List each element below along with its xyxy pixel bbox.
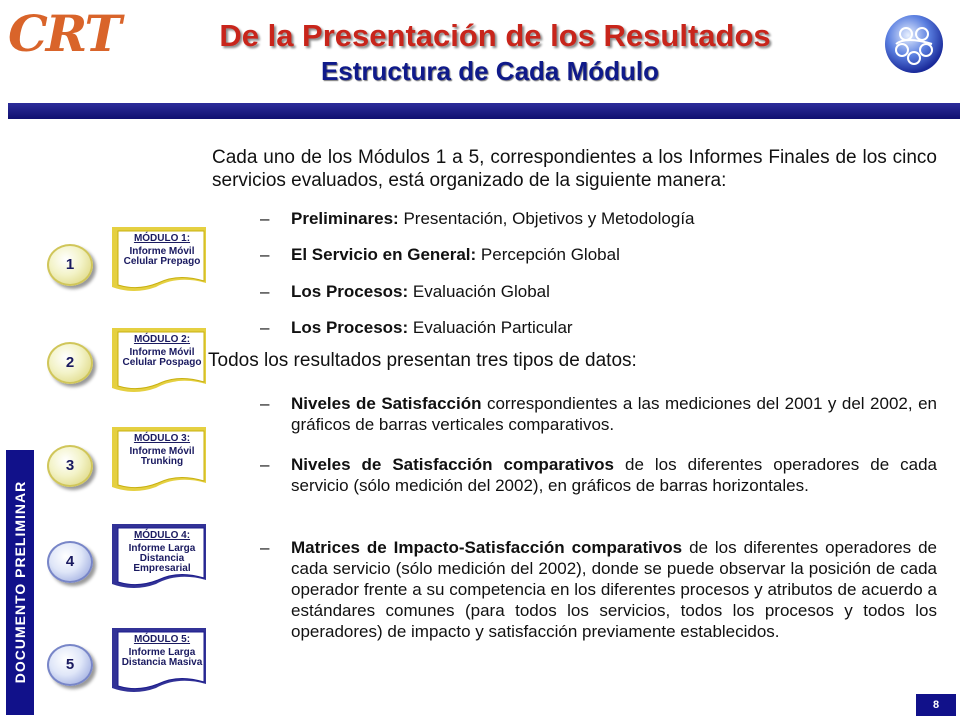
item-text: correspondientes a las mediciones del 2001 y del 2002, en gráficos de barras verticales comparativos. bbox=[291, 394, 937, 434]
header-divider-bar bbox=[8, 103, 960, 119]
module-2-label: MÓDULO 2: bbox=[133, 334, 191, 345]
data-types-intro: Todos los resultados presentan tres tipos de datos: bbox=[208, 350, 637, 371]
module-1-name: Informe Móvil Celular Prepago bbox=[123, 246, 201, 267]
data-type-item bbox=[260, 454, 937, 496]
intro-paragraph-container bbox=[212, 146, 937, 192]
structure-item bbox=[260, 317, 937, 338]
dash-bullet: – bbox=[260, 455, 270, 474]
module-3-label: MÓDULO 3: bbox=[133, 433, 191, 444]
structure-item bbox=[260, 244, 937, 265]
module-1-document bbox=[108, 225, 208, 293]
item-heading: Niveles de Satisfacción bbox=[291, 394, 482, 413]
module-1-number: 1 bbox=[47, 244, 93, 286]
item-text: Percepción Global bbox=[476, 245, 620, 264]
structure-item bbox=[260, 208, 937, 229]
module-4-number: 4 bbox=[47, 541, 93, 583]
item-heading: Preliminares: bbox=[291, 209, 399, 228]
item-heading: Los Procesos: bbox=[291, 318, 409, 337]
dash-bullet: – bbox=[260, 538, 270, 557]
item-heading: Niveles de Satisfacción comparativos bbox=[291, 455, 615, 474]
module-4-label: MÓDULO 4: bbox=[133, 530, 191, 541]
module-5-number: 5 bbox=[47, 644, 93, 686]
dash-bullet: – bbox=[260, 245, 270, 264]
item-heading: Los Procesos: bbox=[291, 282, 409, 301]
item-heading: Matrices de Impacto-Satisfacción comparativos bbox=[291, 538, 683, 557]
module-3-document bbox=[108, 425, 208, 493]
module-3-number: 3 bbox=[47, 445, 93, 487]
module-3-name: Informe Móvil Trunking bbox=[129, 446, 195, 467]
dash-bullet: – bbox=[260, 394, 270, 413]
item-heading: El Servicio en General: bbox=[291, 245, 477, 264]
module-1-label: MÓDULO 1: bbox=[133, 233, 191, 244]
module-4-document bbox=[108, 522, 208, 590]
item-text: Evaluación Global bbox=[408, 282, 550, 301]
page-subtitle: Estructura de Cada Módulo bbox=[320, 56, 660, 86]
module-4-name: Informe Larga Distancia Empresarial bbox=[128, 543, 196, 574]
module-5-label: MÓDULO 5: bbox=[133, 634, 191, 645]
dash-bullet: – bbox=[260, 282, 270, 301]
page-title: De la Presentación de los Resultados bbox=[219, 18, 771, 53]
page-number: 8 bbox=[916, 694, 956, 716]
item-text: Evaluación Particular bbox=[408, 318, 573, 337]
module-5-document bbox=[108, 626, 208, 694]
module-2-document bbox=[108, 326, 208, 394]
dash-bullet: – bbox=[260, 209, 270, 228]
item-text: de los diferentes operadores de cada servicio (sólo medición del 2002), donde se puede observar la posición de cada operador frente a su competencia en los diferentes procesos y atributos de acuerdo a estándares comunes (para todos los servicios, todos los procesos y todos los operadores) de impacto y satisfacción previamente establecidos. bbox=[291, 538, 937, 641]
item-text: de los diferentes operadores de cada servicio (sólo medición del 2002), en gráficos de barras horizontales. bbox=[291, 455, 937, 495]
module-5-name: Informe Larga Distancia Masiva bbox=[121, 647, 203, 668]
module-2-name: Informe Móvil Celular Pospago bbox=[122, 347, 202, 368]
globe-people-icon bbox=[884, 14, 944, 74]
structure-item bbox=[260, 281, 937, 302]
intro-paragraph: Cada uno de los Módulos 1 a 5, correspondientes a los Informes Finales de los cinco servicios evaluados, está organizado de la siguiente manera: bbox=[212, 147, 937, 191]
data-type-item bbox=[260, 393, 937, 435]
item-text: Presentación, Objetivos y Metodología bbox=[398, 209, 695, 228]
dash-bullet: – bbox=[260, 318, 270, 337]
module-2-number: 2 bbox=[47, 342, 93, 384]
data-type-item bbox=[260, 537, 937, 642]
preliminary-banner bbox=[6, 450, 34, 715]
preliminary-banner-text: DOCUMENTO PRELIMINAR bbox=[12, 480, 28, 684]
crt-logo: CRT bbox=[8, 4, 120, 63]
